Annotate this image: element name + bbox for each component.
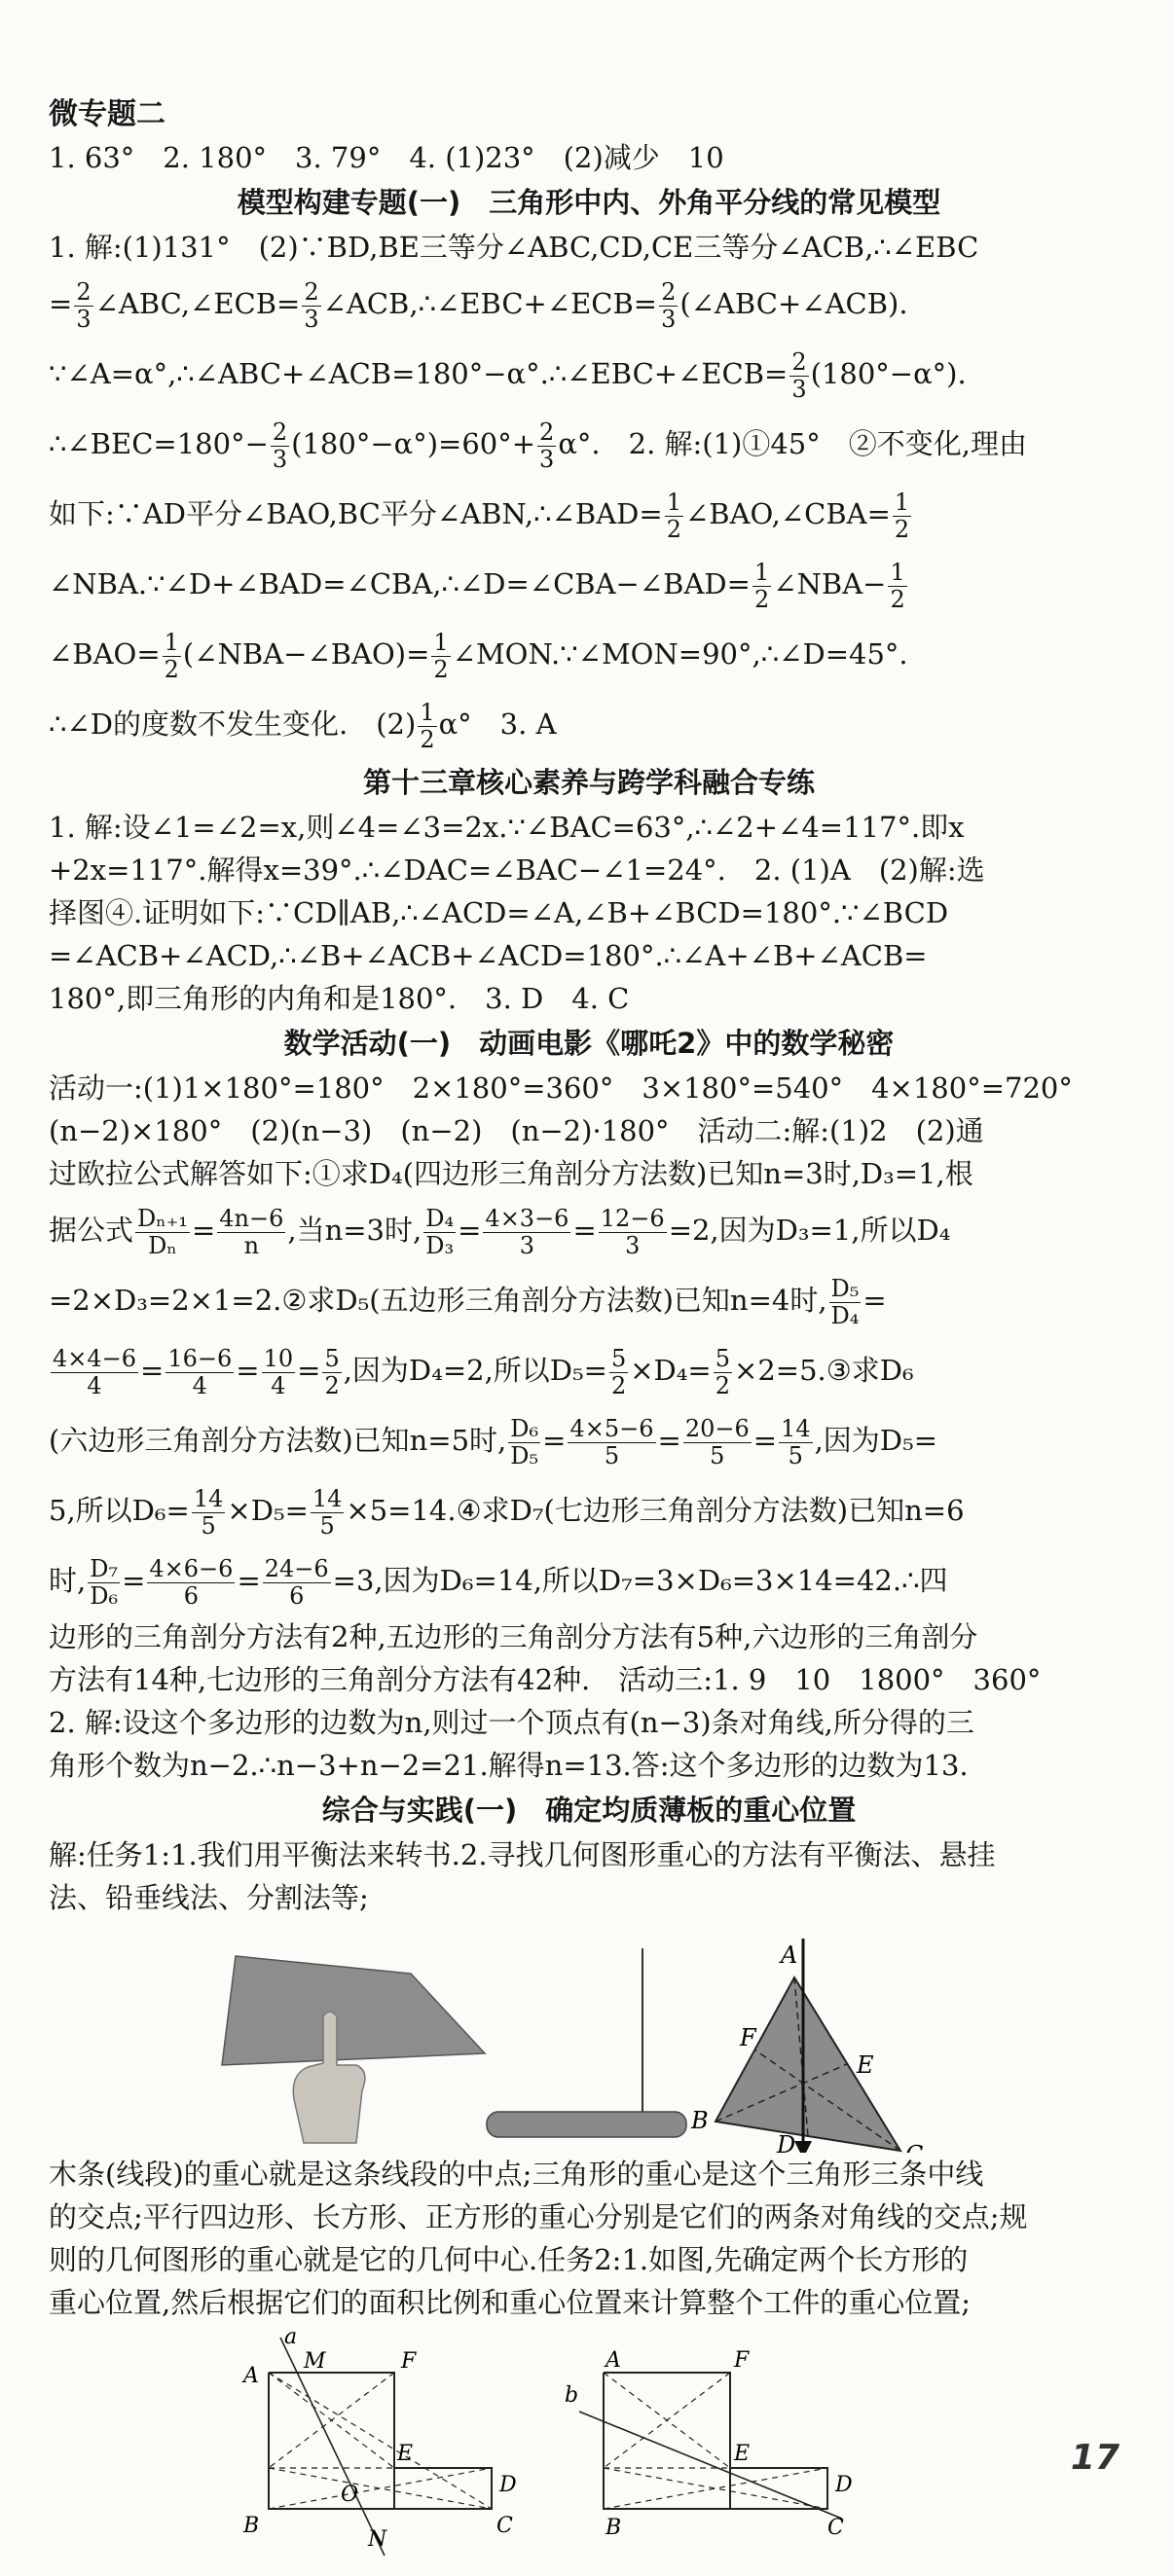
model-line-2: = $\frac{2}{3}$ ∠ABC,∠ECB= $\frac{2}{3}$ ∠ACB,∴∠EBC+∠ECB= $\frac{2}{3}$ (∠ABC+∠ACB).: [49, 277, 908, 333]
activity-line-7: (六边形三角剖分方法数)已知n=5时, $\frac{\text{D₆}}{\text{D₅}}$ = $\frac{4\times 5-6}{5}$ = $\frac{20-6}{5}$ = $\frac{14}{5}$ ,因为D₅=: [49, 1414, 937, 1469]
label-D: D: [499, 2473, 517, 2497]
ch13-line: 择图④.证明如下:∵CD∥AB,∴∠ACD=∠A,∠B+∠BCD=180°.∵∠BCD: [49, 896, 949, 929]
model-line-8: ∴∠D的度数不发生变化. (2) $\frac{1}{2}$ α° 3. A: [49, 698, 557, 753]
section-title-activity: 数学活动(一) 动画电影《哪吒2》中的数学秘密: [283, 1027, 895, 1060]
balance-figures-svg: [49, 1919, 1129, 2153]
practice-line-3: 木条(线段)的重心就是这条线段的中点;三角形的重心是这个三角形三条中线: [49, 2158, 984, 2191]
model-line-4: ∴∠BEC=180°− $\frac{2}{3}$ (180°−α°)=60°+ $\frac{2}{3}$ α°. 2. 解:(1)①45° ②不变化,理由: [49, 417, 1027, 473]
label-F: F: [740, 2024, 756, 2051]
activity-line-1: 活动一:(1)1×180°=180° 2×180°=360° 3×180°=540° 4×180°=720°: [49, 1071, 1073, 1105]
section-title-model: 模型构建专题(一) 三角形中内、外角平分线的常见模型: [237, 186, 941, 219]
wooden-rod: [487, 2112, 686, 2137]
model-line-1: 1. 解:(1)131° (2)∵BD,BE三等分∠ABC,CD,CE三等分∠ACB,∴∠EBC: [49, 231, 979, 264]
ch13-line: 180°,即三角形的内角和是180°. 3. D 4. C: [49, 982, 630, 1015]
label-b: b: [565, 2383, 579, 2408]
label-F: F: [401, 2349, 417, 2374]
model-line-3: ∵∠A=α°,∴∠ABC+∠ACB=180°−α°.∴∠EBC+∠ECB= $\frac{2}{3}$ (180°−α°).: [49, 347, 967, 403]
ch13-line: 1. 解:设∠1=∠2=x,则∠4=∠3=2x.∵∠BAC=63°,∴∠2+∠4=117°.即x: [49, 811, 965, 844]
label-F: F: [734, 2348, 750, 2373]
label-A: A: [243, 2364, 259, 2388]
workpiece-figures: [49, 2324, 1129, 2572]
activity-line-3: 过欧拉公式解答如下:①求D₄(四边形三角剖分方法数)已知n=3时,D₃=1,根: [49, 1157, 973, 1190]
arrow-down-icon: [794, 2141, 812, 2153]
activity-line-4: 据公式 $\frac{\text{Dₙ₊₁}}{\text{Dₙ}}$ = $\frac{4n-6}{n}$ ,当n=3时, $\frac{\text{D₄}}{\text{D₃}}$ = $\frac{4\times 3-6}{3}$ = $\frac{12-6}{3}$ =2,因为D₃=1,所以D₄: [49, 1204, 951, 1259]
irregular-plate: [222, 1956, 485, 2065]
activity-line-12: 2. 解:设这个多边形的边数为n,则过一个顶点有(n−3)条对角线,所分得的三: [49, 1706, 974, 1739]
ch13-line: =∠ACB+∠ACD,∴∠B+∠ACB+∠ACD=180°.∴∠A+∠B+∠ACB=: [49, 939, 928, 972]
section-title-micro: 微专题二: [49, 97, 165, 131]
label-M: M: [304, 2349, 326, 2374]
practice-line-1: 解:任务1:1.我们用平衡法来转书.2.寻找几何图形重心的方法有平衡法、悬挂: [49, 1838, 996, 1871]
label-D: D: [835, 2473, 853, 2497]
label-E: E: [857, 2051, 874, 2079]
label-E: E: [734, 2442, 751, 2466]
label-A: A: [605, 2348, 621, 2373]
practice-line-6: 重心位置,然后根据它们的面积比例和重心位置来计算整个工件的重心位置;: [49, 2286, 971, 2319]
label-N: N: [368, 2527, 387, 2552]
workpiece-figures-svg: [49, 2324, 1129, 2572]
micro-answers: 1. 63° 2. 180° 3. 79° 4. (1)23° (2)减少 10: [49, 141, 724, 174]
label-C: C: [496, 2514, 513, 2538]
practice-line-5: 则的几何图形的重心就是它的几何中心.任务2:1.如图,先确定两个长方形的: [49, 2243, 969, 2276]
practice-line-2: 法、铅垂线法、分割法等;: [49, 1881, 369, 1914]
label-B: B: [691, 2107, 709, 2134]
activity-line-8: 5,所以D₆= $\frac{14}{5}$ ×D₅= $\frac{14}{5}$ ×5=14.④求D₇(七边形三角剖分方法数)已知n=6: [49, 1484, 965, 1540]
label-O: O: [341, 2483, 359, 2507]
model-line-7: ∠BAO= $\frac{1}{2}$ (∠NBA−∠BAO)= $\frac{1}{2}$ ∠MON.∵∠MON=90°,∴∠D=45°.: [49, 628, 908, 683]
answer-page: [49, 93, 1129, 2572]
label-D: D: [777, 2131, 796, 2153]
activity-line-11: 方法有14种,七边形的三角剖分方法有42种. 活动三:1. 9 10 1800° 360°: [49, 1663, 1042, 1696]
label-B: B: [605, 2516, 622, 2540]
label-C: [905, 2141, 923, 2153]
activity-line-2: (n−2)×180° (2)(n−3) (n−2) (n−2)·180° 活动二:解:(1)2 (2)通: [49, 1114, 984, 1147]
workpiece-right: [565, 2348, 853, 2540]
ch13-line: +2x=117°.解得x=39°.∴∠DAC=∠BAC−∠1=24°. 2. (1)A (2)解:选: [49, 853, 985, 887]
activity-line-6: $\frac{4\times 4-6}{4}$ = $\frac{16-6}{4}$ = $\frac{10}{4}$ = $\frac{5}{2}$ ,因为D₄=2,所以D₅= $\frac{5}{2}$ ×D₄= $\frac{5}{2}$ ×2=5.③求D₆: [53, 1344, 914, 1399]
activity-line-9: 时, $\frac{\text{D₇}}{\text{D₆}}$ = $\frac{4\times 6-6}{6}$ = $\frac{24-6}{6}$ =3,因为D₆=14,所以D₇=3×D₆=3×14=42.∴四: [49, 1554, 948, 1610]
section-title-ch13: 第十三章核心素养与跨学科融合专练: [362, 766, 815, 799]
activity-line-13: 角形个数为n−2.∴n−3+n−2=21.解得n=13.答:这个多边形的边数为13.: [49, 1749, 969, 1782]
label-a: a: [284, 2325, 298, 2349]
label-C: C: [827, 2516, 844, 2540]
model-line-6: ∠NBA.∵∠D+∠BAD=∠CBA,∴∠D=∠CBA−∠BAD= $\frac{1}{2}$ ∠NBA− $\frac{1}{2}$: [49, 558, 905, 613]
practice-line-4: 的交点;平行四边形、长方形、正方形的重心分别是它们的两条对角线的交点;规: [49, 2200, 1028, 2233]
label-A: A: [781, 1941, 798, 1969]
activity-line-5: =2×D₃=2×1=2.②求D₅(五边形三角剖分方法数)已知n=4时, $\frac{\text{D₅}}{\text{D₄}}$ =: [49, 1274, 887, 1329]
label-E: E: [397, 2442, 414, 2466]
workpiece-left: [241, 2325, 517, 2556]
activity-line-10: 边形的三角剖分方法有2种,五边形的三角剖分方法有5种,六边形的三角剖分: [49, 1620, 978, 1653]
model-line-5: 如下:∵AD平分∠BAO,BC平分∠ABN,∴∠BAD= $\frac{1}{2}$ ∠BAO,∠CBA= $\frac{1}{2}$: [49, 488, 910, 543]
section-title-practice: 综合与实践(一) 确定均质薄板的重心位置: [321, 1794, 857, 1827]
balance-figures: [49, 1919, 1129, 2153]
page-number: 17: [1070, 2438, 1119, 2478]
label-B: B: [243, 2514, 260, 2538]
